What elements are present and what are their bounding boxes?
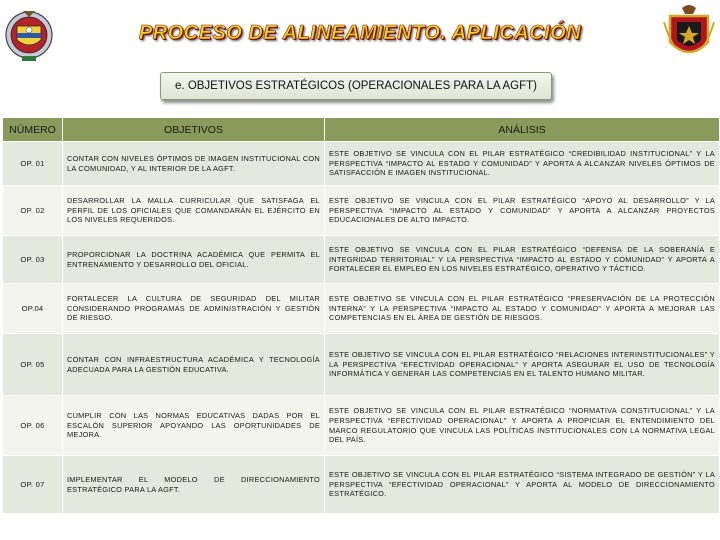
objective-number: OP. 01 — [3, 142, 63, 186]
table-row — [3, 186, 720, 236]
objective-number: OP. 06 — [3, 396, 63, 456]
objective-text: CUMPLIR CON LAS NORMAS EDUCATIVAS DADAS POR EL ESCALÓN SUPERIOR APOYANDO LAS OPORTUNIDADES DE MEJORA. — [63, 396, 325, 456]
header-analisis: ANÁLISIS — [325, 118, 720, 142]
table-row — [3, 396, 720, 456]
analysis-text: ESTE OBJETIVO SE VINCULA CON EL PILAR ESTRATÉGICO “APOYO AL DESARROLLO” Y LA PERSPECTIVA “IMPACTO AL ESTADO Y COMUNIDAD” Y APORTA A ALCANZAR PROYECTOS EDUCACIONALES DE ALTO IMPACTO. — [325, 186, 720, 236]
table-row — [3, 284, 720, 334]
table-row — [3, 456, 720, 514]
objective-number: OP. 02 — [3, 186, 63, 236]
table-row — [3, 334, 720, 396]
table-row — [3, 236, 720, 284]
analysis-text: ESTE OBJETIVO SE VINCULA CON EL PILAR ESTRATÉGICO “NORMATIVA CONSTITUCIONAL” Y LA PERSPECTIVA “EFECTIVIDAD OPERACIONAL” Y APORTA A PROPICIAR EL ENTENDIMIENTO DEL MARCO REGULATORIO QUE VINCULA LAS POLÍTICAS INSTITUCIONALES CON LA NORMATIVA LEGAL DEL PAÍS. — [325, 396, 720, 456]
objective-text: DESARROLLAR LA MALLA CURRICULAR QUE SATISFAGA EL PERFIL DE LOS OFICIALES QUE COMANDARÁN EL EJÉRCITO EN LOS NIVELES REQUERIDOS. — [63, 186, 325, 236]
page-title: PROCESO DE ALINEAMIENTO. APLICACIÓN — [138, 22, 582, 44]
analysis-text: ESTE OBJETIVO SE VINCULA CON EL PILAR ESTRATÉGICO “DEFENSA DE LA SOBERANÍA E INTEGRIDAD TERRITORIAL” Y LA PERSPECTIVA “IMPACTO AL ESTADO Y COMUNIDAD” Y APORTA A FORTALECER EL EMPLEO EN LOS NIVELES ESTRATÉGICO, OPERATIVO Y TÁCTICO. — [325, 236, 720, 284]
analysis-text: ESTE OBJETIVO SE VINCULA CON EL PILAR ESTRATÉGICO “RELACIONES INTERINSTITUCIONALES” Y LA PERSPECTIVA “EFECTIVIDAD OPERACIONAL” Y APORTA ASEGURAR EL USO DE TECNOLOGÍA INFORMÁTICA Y GENERAR LAS COMPETENCIAS EN EL TALENTO HUMANO MILITAR. — [325, 334, 720, 396]
table-header-row — [3, 118, 720, 142]
objectives-table — [2, 117, 720, 514]
objective-number: OP.04 — [3, 284, 63, 334]
objective-text: FORTALECER LA CULTURA DE SEGURIDAD DEL MILITAR CONSIDERANDO PROGRAMAS DE ADMINISTRACIÓN Y GESTIÓN DE RIESGO. — [63, 284, 325, 334]
objective-text: IMPLEMENTAR EL MODELO DE DIRECCIONAMIENTO ESTRATÉGICO PARA LA AGFT. — [63, 456, 325, 514]
header-numero: NÚMERO — [3, 118, 63, 142]
objective-number: OP. 05 — [3, 334, 63, 396]
objective-number: OP. 03 — [3, 236, 63, 284]
analysis-text: ESTE OBJETIVO SE VINCULA CON EL PILAR ESTRATÉGICO “SISTEMA INTEGRADO DE GESTIÓN” Y LA PERSPECTIVA “EFECTIVIDAD OPERACIONAL” Y APORTA AL MODELO DE DIRECCIONAMIENTO ESTRATÉGICO. — [325, 456, 720, 514]
analysis-text: ESTE OBJETIVO SE VINCULA CON EL PILAR ESTRATÉGICO “CREDIBILIDAD INSTITUCIONAL” Y LA PERSPECTIVA “IMPACTO AL ESTADO Y COMUNIDAD” Y APORTA A ALCANZAR NIVELES ÓPTIMOS DE SATISFACCIÓN E IMAGEN INSTITUCIONAL. — [325, 142, 720, 186]
section-subtitle: e. OBJETIVOS ESTRATÉGICOS (OPERACIONALES PARA LA AGFT) — [160, 72, 552, 100]
table-row — [3, 142, 720, 186]
objective-text: PROPORCIONAR LA DOCTRINA ACADÉMICA QUE PERMITA EL ENTRENAMIENTO Y DESARROLLO DEL OFICIAL. — [63, 236, 325, 284]
header-objetivos: OBJETIVOS — [63, 118, 325, 142]
analysis-text: ESTE OBJETIVO SE VINCULA CON EL PILAR ESTRATÉGICO “PRESERVACIÓN DE LA PROTECCIÓN INTERNA” Y LA PERSPECTIVA “IMPACTO AL ESTADO Y COMUNIDAD” Y APORTA A MEJORAR LAS COMPETENCIAS EN EL ÁREA DE GESTIÓN DE RIESGOS. — [325, 284, 720, 334]
objective-number: OP. 07 — [3, 456, 63, 514]
objective-text: CONTAR CON INFRAESTRUCTURA ACADÉMICA Y TECNOLOGÍA ADECUADA PARA LA GESTIÓN EDUCATIVA. — [63, 334, 325, 396]
objective-text: CONTAR CON NIVELES ÓPTIMOS DE IMAGEN INSTITUCIONAL CON LA COMUNIDAD, Y AL INTERIOR DE LA AGFT. — [63, 142, 325, 186]
